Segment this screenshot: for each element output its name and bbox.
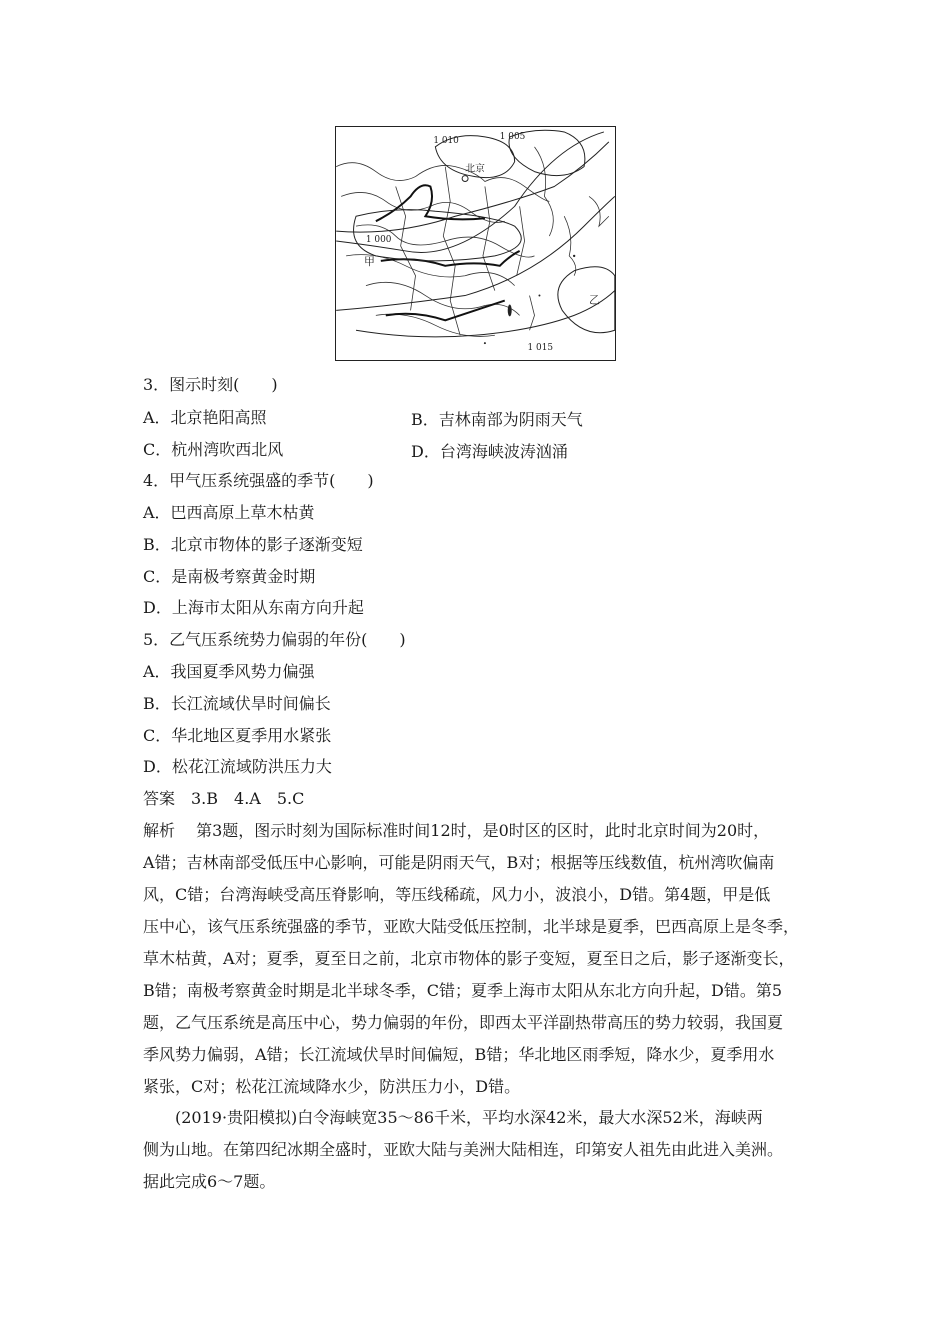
analysis-line: 草木枯黄，A对；夏季，夏至日之前，北京市物体的影子变短，夏至日之后，影子逐渐变长，: [143, 949, 795, 968]
analysis-line: 解析 第3题，图示时刻为国际标准时间12时，是0时区的区时，此时北京时间为20时，: [143, 821, 770, 840]
beijing-marker: [462, 176, 468, 182]
intro-line: 据此完成6～7题。: [143, 1172, 276, 1191]
q5-option-d: D．松花江流域防洪压力大: [143, 757, 332, 776]
q4-option-c: C．是南极考察黄金时期: [143, 567, 316, 586]
q5-option-c: C．华北地区夏季用水紧张: [143, 726, 332, 745]
isobar-label-1000: 1 000: [365, 235, 392, 246]
q5-option-b: B．长江流域伏旱时间偏长: [143, 694, 331, 713]
beijing-label: 北京: [465, 163, 485, 175]
intro-paragraph: [143, 1102, 823, 1198]
analysis-line: 紧张，C对；松花江流域降水少，防洪压力小，D错。: [143, 1077, 521, 1096]
q4-stem: 4．甲气压系统强盛的季节( ): [143, 471, 374, 490]
q3-option-c: C．杭州湾吹西北风: [143, 440, 284, 459]
isobar-label-1015: 1 015: [527, 343, 554, 354]
q5-stem: 5．乙气压系统势力偏弱的年份( ): [143, 630, 406, 649]
yi-label: 乙: [589, 293, 600, 307]
isobar-map-figure: [335, 126, 616, 361]
analysis-line: 风，C错；台湾海峡受高压脊影响，等压线稀疏，风力小，波浪小，D错。第4题，甲是低: [143, 885, 771, 904]
intro-line: 侧为山地。在第四纪冰期全盛时，亚欧大陆与美洲大陆相连，印第安人祖先由此进入美洲。: [143, 1140, 784, 1159]
isobar-map: [336, 127, 615, 360]
q3-option-a: A．北京艳阳高照: [143, 408, 267, 427]
q3-option-b: B．吉林南部为阴雨天气: [411, 410, 583, 429]
answer-line: 答案 3.B 4.A 5.C: [143, 789, 305, 808]
analysis-line: B错；南极考察黄金时期是北半球冬季，C错；夏季上海市太阳从东北方向升起，D错。第5: [143, 981, 783, 1000]
analysis-line: 季风势力偏弱，A错；长江流域伏旱时间偏短，B错；华北地区雨季短，降水少，夏季用水: [143, 1045, 775, 1064]
q4-option-b: B．北京市物体的影子逐渐变短: [143, 535, 363, 554]
analysis-paragraph: [143, 815, 823, 1103]
isobar-label-1005: 1 005: [499, 131, 526, 142]
isobars: [336, 130, 615, 337]
jia-label: 甲: [363, 254, 375, 268]
intro-line: (2019·贵阳模拟)白令海峡宽35～86千米，平均水深42米，最大水深52米，海峡两: [143, 1108, 763, 1127]
river-lines: [376, 185, 520, 320]
isobar-label-1010: 1 010: [433, 135, 459, 146]
q4-option-a: A．巴西高原上草木枯黄: [143, 503, 315, 522]
q3-option-d: D．台湾海峡波涛汹涌: [411, 442, 568, 461]
analysis-line: 压中心，该气压系统强盛的季节，亚欧大陆受低压控制，北半球是夏季，巴西高原上是冬季，: [143, 917, 800, 936]
q4-option-d: D．上海市太阳从东南方向升起: [143, 598, 364, 617]
analysis-line: A错；吉林南部受低压中心影响，可能是阴雨天气，B对；根据等压线数值，杭州湾吹偏南: [143, 853, 775, 872]
q3-stem: 3．图示时刻( ): [143, 375, 278, 394]
q5-option-a: A．我国夏季风势力偏强: [143, 662, 315, 681]
analysis-line: 题，乙气压系统是高压中心，势力偏弱的年份，即西太平洋副热带高压的势力较弱，我国夏: [143, 1013, 784, 1032]
